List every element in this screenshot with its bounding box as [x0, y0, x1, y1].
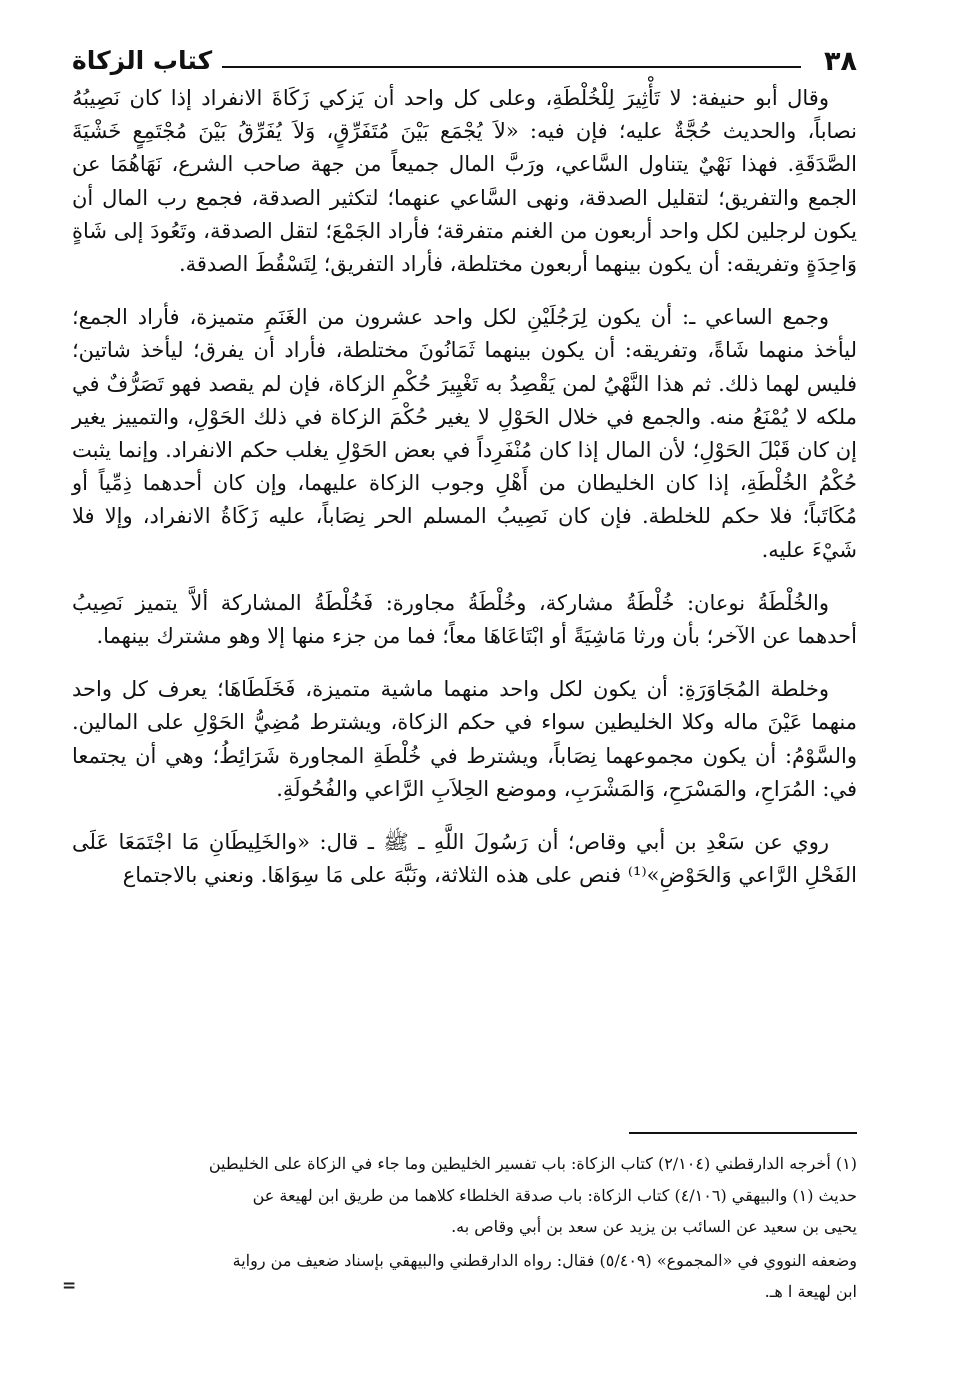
book-title: كتاب الزكاة — [72, 46, 213, 75]
footnote-rule — [629, 1132, 857, 1134]
body-text — [72, 82, 857, 912]
paragraph: وجمع الساعي ـ: أن يكون لِرَجُلَيْنِ لكل واحد عشرون من الغَنَمِ متميزة، فأراد الجمع؛ ليأخذ منهما شَاةً، وتفريقه: أن يكون بينهما ثَمَانُونَ مختلطة، فأراد أن يفرق؛ ليأخذ شاتين؛ فليس لهما ذلك. ثم هذا النَّهْيُ لمن يَقْصِدُ به تَغْيِيرَ حُكْمِ الزكاة، فإن لم يقصد فهو تَصَرُّفٌ في ملكه لا يُمْنَعُ منه. والجمع في خلال الحَوْلِ لا يغير حُكْمَ الزكاة في ذلك الحَوْلِ، والتمييز يغير إن كان قَبْلَ الحَوْلِ؛ لأن المال إذا كان مُنْفَرِداً في بعض الحَوْلِ يغلب حكم الانفراد. وإنما يثبت حُكْمُ الخُلْطَةِ، إذا كان الخليطان من أَهْلِ وجوب الزكاة عليهما، وإن كان أحدهما ذِمِّياً أو مُكَاتَباً؛ فلا حكم للخلطة. فإن كان نَصِيبُ المسلم الحر نِصَاباً، عليه زَكَاةُ الانفراد، وإلا فلا شَيْءَ عليه. — [72, 305, 857, 562]
footnote-line: ابن لهيعة ا هـ. — [764, 1282, 857, 1301]
paragraph: وخلطة المُجَاوَرَةِ: أن يكون لكل واحد منهما ماشية متميزة، فَخَلَطَاهَا؛ يعرف كل واحد منهما عَيْنَ ماله وكلا الخليطين سواء في حكم الزكاة، ويشترط مُضِيُّ الحَوْلِ على المالين. والسَّوْمُ: أن يكون مجموعهما نِصَاباً، ويشترط في خُلْطَةِ المجاورة شَرَائِطُ؛ وهي أن يجتمعا في: المُرَاحِ، والمَسْرَحِ، وَالمَشْرَبِ، وموضع الحِلاَبِ الرَّاعي والفُحُولَةِ. — [72, 677, 857, 801]
footnotes — [72, 1148, 857, 1310]
footnote-line: (١) أخرجه الدارقطني (٢/١٠٤) كتاب الزكاة: باب تفسير الخليطين وما جاء في الزكاة على الخليطين — [208, 1154, 857, 1173]
page-number: ٣٨ — [824, 46, 857, 77]
paragraph: وقال أبو حنيفة: لا تَأْثِيرَ لِلْخُلْطَةِ، وعلى كل واحد أن يَزكي زَكَاةَ الانفراد إذا كان نَصِيبُهُ نصاباً، والحديث حُجَّةٌ عليه؛ فإن فيه: «لاَ يُجْمَع بَيْنَ مُتَفَرِّقٍ، وَلاَ يُفَرِّقُ بَيْنَ مُجْتَمِعٍ خَشْيَةَ الصَّدَقَةِ. فهذا نَهْيٌ يتناول السَّاعي، ورَبَّ المال جميعاً من جهة صاحب الشرع، نَهَاهُمَا عن الجمع والتفريق؛ لتقليل الصدقة، ونهى السَّاعي عنهما؛ لتكثير الصدقة، فجمع رب المال أن يكون لرجلين لكل واحد أربعون من الغنم متفرقة؛ فأراد الجَمْعَ؛ لتقل الصدقة، وتَعُودَ إلى شَاةٍ وَاحِدَةٍ وتفريقه: أن يكون بينهما أربعون مختلطة، فأراد التفريق؛ لِتَسْقُطَ الصدقة. — [72, 86, 857, 277]
paragraph: روي عن سَعْدِ بن أبي وقاص؛ أن رَسُولَ اللَّهِ ـ ﷺ ـ قال: «والخَلِيطَانِ مَا اجْتَمَعَا عَلَى الفَحْلِ الرَّاعي وَالحَوْضِ»⁽¹⁾ فنص على هذه الثلاثة، ونَبَّهَ على مَا سِوَاهَا. ونعني بالاجتماع — [72, 830, 857, 888]
footnote-line: حديث (١) والبيهقي (٤/١٠٦) كتاب الزكاة: باب صدقة الخلطاء كلاهما من طريق ابن لهيعة عن — [252, 1185, 857, 1205]
margin-mark: = — [62, 1276, 77, 1296]
footnote — [72, 1245, 857, 1308]
page-header — [72, 40, 857, 80]
paragraph: والخُلْطَةُ نوعان: خُلْطَةُ مشاركة، وخُلْطَةُ مجاورة: فَخُلْطَةُ المشاركة ألاَّ يتميز نَصِيبُ أحدهما عن الآخر؛ بأن ورثا مَاشِيَةً أو ابْتَاعَاهَا معاً؛ فما من جزء منها إلا وهو مشترك بينهما. — [72, 590, 857, 649]
header-rule — [222, 66, 801, 68]
footnote-line: يحيى بن سعيد عن السائب بن يزيد عن سعد بن أبي وقاص به. — [451, 1217, 857, 1236]
footnote — [72, 1148, 857, 1243]
footnote-line: وضعفه النووي في «المجموع» (٥/٤٠٩) فقال: رواه الدارقطني والبيهقي بإسناد ضعيف من رواية — [232, 1250, 857, 1270]
